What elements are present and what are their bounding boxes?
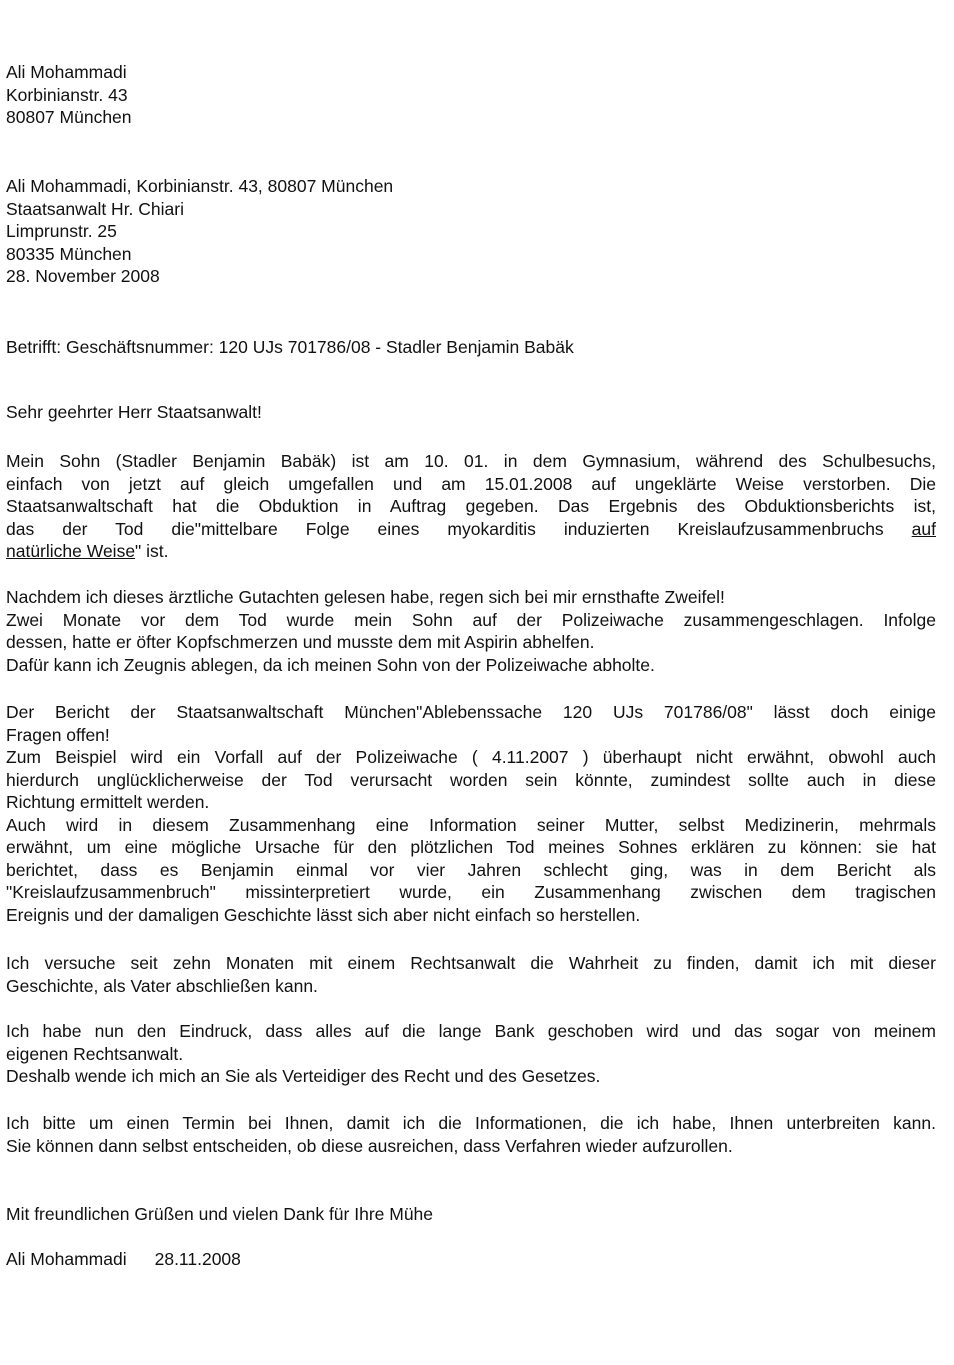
paragraph-line [6, 540, 936, 563]
paragraph-line: Auch wird in diesem Zusammenhang eine Information seiner Mutter, selbst Medizinerin, mehrmals [6, 814, 936, 835]
paragraph-line: Geschichte, als Vater abschließen kann. [6, 975, 318, 996]
paragraph-line: Fragen offen! [6, 724, 110, 745]
return-address-line: Ali Mohammadi, Korbinianstr. 43, 80807 München [6, 176, 394, 196]
paragraph-line: berichtet, dass es Benjamin einmal vor vier Jahren schlecht ging, was in dem Bericht als [6, 859, 936, 880]
paragraph-line: eigenen Rechtsanwalt. [6, 1043, 184, 1064]
paragraph-line: Zum Beispiel wird ein Vorfall auf der Polizeiwache ( 4.11.2007 ) überhaupt nicht erwähnt, obwohl auch [6, 747, 936, 767]
paragraph-line: Mein Sohn (Stadler Benjamin Babäk) ist am 10. 01. in dem Gymnasium, während des Schulbesuchs, [6, 451, 936, 471]
paragraph-6 [6, 1112, 936, 1157]
letter-date: 28. November 2008 [6, 266, 160, 286]
paragraph-line-text: " ist. [135, 541, 169, 561]
salutation [6, 401, 936, 424]
signature-name: Ali Mohammadi [6, 1249, 127, 1269]
paragraph-line: "Kreislaufzusammenbruch" missinterpretiert wurde, ein Zusammenhang zwischen dem tragischen [6, 882, 936, 902]
paragraph-line-text: das der Tod die"mittelbare Folge eines myokarditis induzierten Kreislaufzusammenbruchs [6, 518, 912, 539]
sender-street: Korbinianstr. 43 [6, 84, 128, 105]
signature-date: 28.11.2008 [154, 1249, 241, 1269]
closing [6, 1203, 936, 1226]
sender-city: 80807 München [6, 107, 132, 127]
paragraph-line: Ereignis und der damaligen Geschichte lässt sich aber nicht einfach so herstellen. [6, 904, 641, 925]
underlined-text: natürliche Weise [6, 541, 136, 561]
paragraph-1 [6, 450, 936, 563]
paragraph-line: Ich habe nun den Eindruck, dass alles auf die lange Bank geschoben wird und das sogar von meinem [6, 1021, 936, 1041]
paragraph-line: Richtung ermittelt werden. [6, 792, 210, 812]
paragraph-4 [6, 952, 936, 997]
paragraph-line: Ich bitte um einen Termin bei Ihnen, damit ich die Informationen, die ich habe, Ihnen unterbreiten kann. [6, 1113, 936, 1133]
paragraph-line: dessen, hatte er öfter Kopfschmerzen und musste dem mit Aspirin abhelfen. [6, 632, 595, 652]
paragraph-line: Nachdem ich dieses ärztliche Gutachten gelesen habe, regen sich bei mir ernsthafte Zweifel! [6, 587, 725, 607]
signature-line [6, 1248, 936, 1271]
closing-text: Mit freundlichen Grüßen und vielen Dank für Ihre Mühe [6, 1204, 434, 1224]
recipient-address [6, 175, 936, 288]
sender-name: Ali Mohammadi [6, 62, 127, 82]
paragraph-line: Deshalb wende ich mich an Sie als Verteidiger des Recht und des Gesetzes. [6, 1066, 601, 1086]
paragraph-line: einfach von jetzt auf gleich umgefallen und am 15.01.2008 auf ungeklärte Weise verstorben. Die [6, 473, 936, 494]
underlined-text: auf [911, 518, 936, 539]
paragraph-line: hierdurch unglücklicherweise der Tod verursacht worden sein könnte, zumindest sollte auch in diese [6, 769, 936, 790]
paragraph-line [6, 518, 936, 541]
sender-address [6, 61, 936, 129]
paragraph-line: erwähnt, um eine mögliche Ursache für den plötzlichen Tod meines Sohnes erklären zu können: sie hat [6, 837, 936, 857]
paragraph-line: Sie können dann selbst entscheiden, ob diese ausreichen, dass Verfahren wieder aufzurollen. [6, 1135, 733, 1156]
paragraph-2 [6, 586, 936, 676]
paragraph-line: Staatsanwaltschaft hat die Obduktion in Auftrag gegeben. Das Ergebnis des Obduktionsberichts ist, [6, 496, 936, 516]
paragraph-line: Ich versuche seit zehn Monaten mit einem Rechtsanwalt die Wahrheit zu finden, damit ich mit dieser [6, 953, 936, 973]
recipient-city: 80335 München [6, 243, 132, 264]
paragraph-3 [6, 701, 936, 926]
paragraph-5 [6, 1020, 936, 1088]
paragraph-line: Der Bericht der Staatsanwaltschaft München"Ablebenssache 120 UJs 701786/08" lässt doch einige [6, 702, 936, 722]
paragraph-line: Zwei Monate vor dem Tod wurde mein Sohn auf der Polizeiwache zusammengeschlagen. Infolge [6, 609, 936, 630]
paragraph-line: Dafür kann ich Zeugnis ablegen, da ich meinen Sohn von der Polizeiwache abholte. [6, 654, 655, 675]
subject-line [6, 336, 936, 359]
signature [6, 1248, 936, 1271]
recipient-street: Limprunstr. 25 [6, 221, 117, 241]
subject-text: Betrifft: Geschäftsnummer: 120 UJs 701786/08 - Stadler Benjamin Babäk [6, 337, 574, 357]
salutation-text: Sehr geehrter Herr Staatsanwalt! [6, 402, 262, 422]
recipient-name: Staatsanwalt Hr. Chiari [6, 198, 184, 219]
